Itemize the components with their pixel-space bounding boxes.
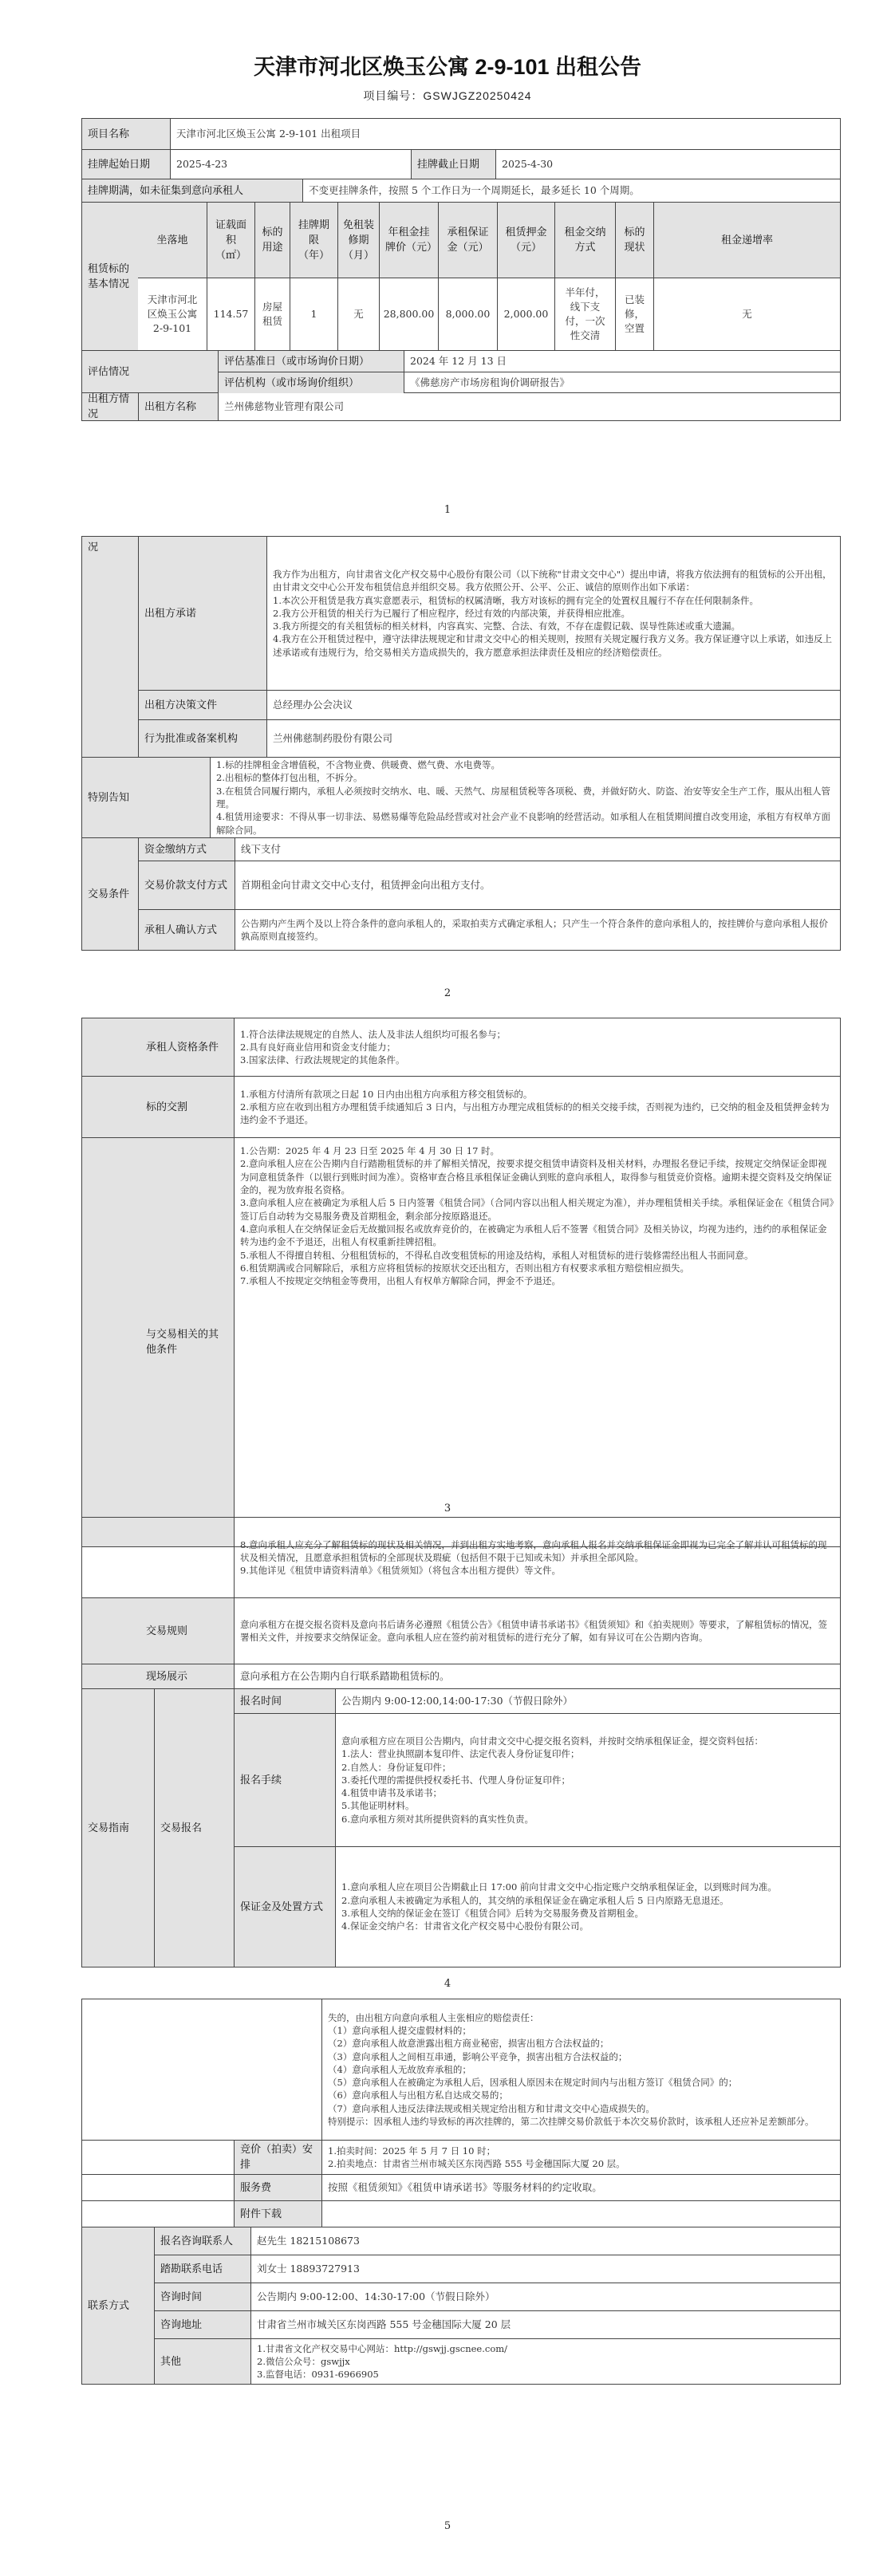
visit-label: 踏勘联系电话 [155, 2255, 250, 2283]
list-item: 7.承租人不按规定交纳租金等费用，出租人有权单方解除合同，押金不予退还。 [240, 1275, 561, 1287]
basic-value-7: 2,000.00 [497, 278, 554, 350]
addr-label: 咨询地址 [155, 2311, 250, 2338]
list-item: 1.本次公开租赁是我方真实意愿表示，租赁标的权属清晰，我方对该标的拥有完全的处置权且履行不存在任何限制条件。 [273, 594, 759, 606]
notice-value [210, 758, 840, 837]
list-item: 9.其他详见《租赁申请资料清单》《租赁须知》（将包含本出租方提供）等文件。 [240, 1565, 561, 1577]
basic-value-9: 已装修，空置 [615, 278, 653, 350]
list-item: 6.意向承租方须对其所提供资料的真实性负责。 [341, 1813, 534, 1825]
eval-label: 评估情况 [82, 351, 218, 392]
decision-value: 总经理办公会决议 [266, 691, 840, 719]
list-item: 意向承租方应在项目公告期内，向甘肃文交中心提交报名资料，并按时交纳承租保证金，提交资料包括： [341, 1735, 763, 1747]
consult-value: 赵先生 18215108673 [250, 2227, 840, 2255]
lessor-name-label: 出租方名称 [138, 393, 218, 420]
addr-value: 甘肃省兰州市城关区东岗西路 555 号金穗国际大厦 20 层 [250, 2311, 840, 2338]
list-item: 失的，由出租方向意向承租人主张相应的赔偿责任： [328, 2011, 539, 2023]
page-number: 5 [444, 2520, 451, 2532]
list-item: 2.承租方应在收到出租方办理租赁手续通知后 3 日内，与出租方办理完成租赁标的的相关交接手续，否则视为违约，已交纳的租金及租赁押金转为违约金不予退还。 [240, 1101, 830, 1126]
page-title: 天津市河北区焕玉公寓 2-9-101 出租公告 [253, 55, 642, 79]
handover-label: 标的交割 [82, 1077, 234, 1137]
handover-value [234, 1077, 840, 1137]
decision-label: 出租方决策文件 [139, 691, 266, 719]
auction-label: 竞价（拍卖）安排 [234, 2141, 321, 2174]
approval-label: 行为批准或备案机构 [139, 720, 266, 757]
list-item: （1）意向承租人提交虚假材料的； [328, 2024, 471, 2036]
confirm-label: 承租人确认方式 [139, 910, 235, 950]
basic-header-2: 标的用途 [254, 203, 290, 278]
basic-header-7: 租赁押金（元） [497, 203, 554, 278]
list-item: （7）意向承租人违反法律法规或相关规定给出租方和甘肃文交中心造成损失的。 [328, 2102, 655, 2114]
start-date-value: 2025-4-23 [170, 150, 411, 179]
list-item: 2.我方公开租赁的相关行为已履行了相应程序，经过有效的内部决策，并获得相应批准。 [273, 607, 630, 619]
basic-header-row [138, 203, 840, 278]
list-item: 2.微信公众号：gswjjx [257, 2355, 350, 2367]
list-item: 2.拍卖地点：甘肃省兰州市城关区东岗西路 555 号金穗国际大厦 20 层。 [328, 2158, 625, 2169]
basic-header-1: 证载面积（㎡） [207, 203, 254, 278]
page-number: 2 [444, 987, 451, 999]
guide-label: 交易指南 [82, 1689, 154, 1967]
list-item: 3.承租人交纳的保证金在签订《租赁合同》后转为交易服务费及首期租金。 [341, 1908, 644, 1919]
rule-value: 意向承租方在提交报名资料及意向书后请务必遵照《租赁公告》《租赁申请书承诺书》《租赁须知》和《拍卖规则》等要求，了解租赁标的情况，签署相关文件，并按要求交纳保证金。意向承租人应在签约前对租赁标的进行充分了解，如有异议可在公告期内咨询。 [234, 1598, 840, 1664]
list-item: 特别提示：因承租人违约导致标的再次挂牌的，第二次挂牌交易价款低于本次交易价款时，该承租人还应补足差额部分。 [328, 2116, 814, 2128]
list-item: 3.在租赁合同履行期内，承租人必须按时交纳水、电、暖、天然气、房屋租赁税等各项税、费，并做好防火、防盗、治安等安全生产工作，服从出租人管理。 [216, 785, 830, 809]
trade-label: 交易条件 [82, 838, 138, 950]
pay-value: 线下支付 [235, 838, 840, 861]
list-item: 2.具有良好商业信用和资金支付能力； [240, 1041, 396, 1053]
list-item: 6.租赁期满或合同解除后，承租方应将租赁标的按原状交还出租方，否则出租方有权要求承租方赔偿相应损失。 [240, 1262, 689, 1274]
rent-pay-value: 首期租金向甘肃文交中心支付，租赁押金向出租方支付。 [235, 861, 840, 909]
doc-number: 项目编号：GSWJGZ20250424 [363, 89, 532, 102]
list-item: （5）意向承租人在被确定为承租人后，因承租人原因未在规定时间内与出租方签订《租赁合同》的； [328, 2077, 738, 2089]
list-item: 2.意向承租人未被确定为承租人的，其交纳的承租保证金在确定承租人后 5 日内原路无息退还。 [341, 1894, 729, 1906]
list-item: 1.意向承租人应在项目公告期截止日 17:00 前向甘肃文交中心指定账户交纳承租保证金，以到账时间为准。 [341, 1881, 777, 1893]
rule-label: 交易规则 [82, 1598, 234, 1664]
qual-value [234, 1018, 840, 1076]
page-number: 1 [444, 504, 451, 516]
service-label: 服务费 [234, 2175, 321, 2200]
basic-header-4: 免租装修期（月） [337, 203, 379, 278]
list-item: 1.承租方付清所有款项之日起 10 日内由出租方向承租方移交租赁标的。 [240, 1088, 533, 1100]
time-value: 公告期内 9:00-12:00,14:00-17:30（节假日除外） [335, 1689, 840, 1713]
hours-value: 公告期内 9:00-12:00、14:30-17:00（节假日除外） [250, 2283, 840, 2310]
end-date-value: 2025-4-30 [495, 150, 840, 179]
confirm-value: 公告期内产生两个及以上符合条件的意向承租人的，采取拍卖方式确定承租人；只产生一个符合条件的意向承租人的，按挂牌价与意向承租人报价孰高原则直接签约。 [235, 910, 840, 950]
list-item: （6）意向承租人与出租方私自达成交易的； [328, 2090, 508, 2101]
basic-header-3: 挂牌期限（年） [290, 203, 337, 278]
basic-value-4: 无 [337, 278, 379, 350]
proc-value [335, 1714, 840, 1846]
visit-value: 刘女士 18893727913 [250, 2255, 840, 2283]
basic-value-0: 天津市河北区焕玉公寓 2-9-101 [147, 293, 198, 335]
notice-label: 特别告知 [82, 758, 210, 837]
list-item: 3.我方所提交的有关租赁标的相关材料，内容真实、完整、合法、有效，不存在虚假记载、误导性陈述或重大遗漏。 [273, 620, 740, 632]
basic-header-6: 承租保证金（元） [438, 203, 497, 278]
list-item: 2.出租标的整体打包出租，不拆分。 [216, 772, 363, 784]
eval-org-label: 评估机构（或市场询价组织） [219, 372, 404, 393]
other-contact-label: 其他 [155, 2339, 250, 2384]
consult-label: 报名咨询联系人 [155, 2227, 250, 2255]
other-value [234, 1138, 840, 1546]
end-date-label: 挂牌截止日期 [411, 150, 495, 179]
list-item: 3.监督电话：0931-6966905 [257, 2369, 379, 2381]
basic-value-6: 8,000.00 [438, 278, 497, 350]
project-name-label: 项目名称 [82, 119, 170, 149]
section-lessor [81, 536, 841, 951]
list-item: 3.意向承租人应在被确定为承租人后 5 日内签署《租赁合同》（合同内容以出租人相关规定为准），并办理租赁相关手续。承租保证金在《租赁合同》签订后自动转为交易服务费及首期租金，剩余部分按原路退还。 [240, 1197, 834, 1222]
basic-value-row [138, 278, 840, 350]
show-label: 现场展示 [82, 1664, 234, 1688]
period-label: 挂牌期满，如未征集到意向承租人 [82, 179, 302, 202]
basic-header-0: 坐落地 [138, 203, 207, 278]
list-item: 4.租赁申请书及承诺书； [341, 1787, 442, 1799]
approval-value: 兰州佛慈制药股份有限公司 [266, 720, 840, 757]
attach-label[interactable]: 附件下载 [234, 2201, 321, 2227]
other-label: 与交易相关的其他条件 [82, 1138, 234, 1546]
list-item: 4.租赁用途要求：不得从事一切非法、易燃易爆等危险品经营或对社会产业不良影响的经营活动。如承租人在租赁期间擅自改变用途，承租方有权单方面解除合同。 [216, 811, 830, 836]
list-item: （3）意向承租人之间相互串通，影响公平竞争，损害出租方合法权益的； [328, 2050, 628, 2062]
list-item: 1.公告期：2025 年 4 月 23 日至 2025 年 4 月 30 日 17 时。 [240, 1145, 500, 1156]
list-item: （2）意向承租人故意泄露出租方商业秘密，损害出租方合法权益的； [328, 2038, 609, 2050]
basic-value-8: 半年付，线下支付，一次性交清 [554, 278, 615, 350]
proc-label: 报名手续 [235, 1714, 335, 1846]
basic-value-1: 114.57 [207, 278, 254, 350]
page-number: 4 [444, 1978, 451, 1990]
hours-label: 咨询时间 [155, 2283, 250, 2310]
list-item: 4.意向承租人在交纳保证金后无故撤回报名或放弃竞价的，在被确定为承租人后不签署《租赁合同》及相关协议，均视为违约，违约的承租保证金转为违约金不予退还，出租人有权重新挂牌招租。 [240, 1223, 827, 1248]
list-item: 我方作为出租方，向甘肃省文化产权交易中心股份有限公司（以下统称"甘肃文交中心"）提出申请，将我方依法拥有的租赁标的公开出租，由甘肃文交中心公开发布租赁信息并组织交易。我方依照公开、公平、公正、诚信的原则作出如下承诺： [273, 568, 832, 593]
dep-value [335, 1847, 840, 1967]
qual-label: 承租人资格条件 [82, 1018, 234, 1076]
period-value: 不变更挂牌条件，按照 5 个工作日为一个周期延长，最多延长 10 个周期。 [302, 179, 840, 202]
time-label: 报名时间 [235, 1689, 335, 1713]
dep-label: 保证金及处置方式 [235, 1847, 335, 1967]
basic-value-5: 28,800.00 [379, 278, 438, 350]
contact-label: 联系方式 [82, 2227, 154, 2384]
list-item: 3.国家法律、行政法规规定的其他条件。 [240, 1054, 405, 1066]
list-item: 5.其他证明材料。 [341, 1800, 415, 1812]
promise-label: 出租方承诺 [139, 537, 266, 690]
section-guide [81, 1517, 841, 1967]
list-item: 1.甘肃省文化产权交易中心网站：http://gswjj.gscnee.com/ [257, 2342, 508, 2354]
basic-header-10: 租金递增率 [653, 203, 840, 278]
list-item: 4.我方在公开租赁过程中，遵守法律法规规定和甘肃文交中心的相关规则，按照有关规定履行我方义务。我方保证遵守以上承诺，如违反上述承诺或有违规行为，给交易相关方造成损失的，我方愿意承担法律责任及相应的经济赔偿责任。 [273, 633, 832, 658]
lessor-tail-label: 况 [82, 537, 138, 757]
lessor-name-value: 兰州佛慈物业管理有限公司 [218, 393, 840, 420]
section-project [81, 118, 841, 421]
list-item: 5.承租人不得擅自转租、分租租赁标的，不得私自改变租赁标的用途及结构，承租人对租赁标的进行装修需经出租人书面同意。 [240, 1249, 754, 1261]
basic-value-3: 1 [290, 278, 337, 350]
reg-label: 交易报名 [154, 1689, 234, 1967]
list-item: 8.意向承租人应充分了解租赁标的现状及相关情况，并到出租方实地考察，意向承租人报名并交纳承租保证金即视为已完全了解并认可租赁标的现状及相关情况，且愿意承担租赁标的全部现状及瑕疵（包括但不限于已知或未知）并承担全部风险。 [240, 1538, 827, 1563]
basic-header-9: 标的现状 [615, 203, 653, 278]
basic-value-10: 无 [653, 278, 840, 350]
list-item: 1.标的挂牌租金含增值税，不含物业费、供暖费、燃气费、水电费等。 [216, 759, 500, 771]
eval-org-value: 《佛慈房产市场房租询价调研报告》 [404, 372, 840, 393]
list-item: 4.保证金交纳户名：甘肃省文化产权交易中心股份有限公司。 [341, 1920, 589, 1932]
promise-value [266, 537, 840, 690]
list-item: 2.自然人：身份证复印件； [341, 1761, 451, 1773]
eval-date-value: 2024 年 12 月 13 日 [404, 351, 840, 372]
section-contact [81, 1999, 841, 2385]
basic-header-5: 年租金挂牌价（元） [379, 203, 438, 278]
penalty-continued [321, 1999, 840, 2140]
list-item: 2.意向承租人应在公告期内自行踏勘租赁标的并了解相关情况，按要求提交租赁申请资料及相关材料，办理报名登记手续，按规定交纳保证金即视为同意租赁条件（以银行到账时间为准）。资格审查合格且承租保证金确认到账的意向承租人，取得参与租赁竞价资格。逾期未提交资料及交纳保证金的，视为放弃报名资格。 [240, 1158, 832, 1195]
page-number: 3 [444, 1503, 451, 1514]
list-item: 1.法人：营业执照副本复印件、法定代表人身份证复印件； [341, 1748, 580, 1760]
list-item: 1.拍卖时间：2025 年 5 月 7 日 10 时； [328, 2145, 496, 2157]
start-date-label: 挂牌起始日期 [82, 150, 170, 179]
basic-info-label: 租赁标的基本情况 [82, 203, 138, 350]
other-contact-value [250, 2339, 840, 2384]
list-item: 1.符合法律法规规定的自然人、法人及非法人组织均可报名参与； [240, 1028, 506, 1040]
rent-pay-label: 交易价款支付方式 [139, 861, 235, 909]
basic-value-2: 房屋租赁 [254, 278, 290, 350]
project-name-value: 天津市河北区焕玉公寓 2-9-101 出租项目 [170, 119, 840, 149]
eval-date-label: 评估基准日（或市场询价日期） [219, 351, 404, 372]
auction-value [321, 2141, 840, 2174]
conditions-continued [234, 1518, 840, 1597]
service-value: 按照《租赁须知》《租赁申请承诺书》等服务材料的约定收取。 [321, 2175, 840, 2200]
section-conditions [81, 1018, 841, 1547]
lessor-label: 出租方情况 [82, 393, 138, 420]
list-item: 3.委托代理的需提供授权委托书、代理人身份证复印件； [341, 1774, 570, 1786]
show-value: 意向承租方在公告期内自行联系踏勘租赁标的。 [234, 1664, 840, 1688]
list-item: （4）意向承租人无故放弃承租的； [328, 2063, 471, 2075]
pay-label: 资金缴纳方式 [139, 838, 235, 861]
basic-header-8: 租金交纳方式 [554, 203, 615, 278]
